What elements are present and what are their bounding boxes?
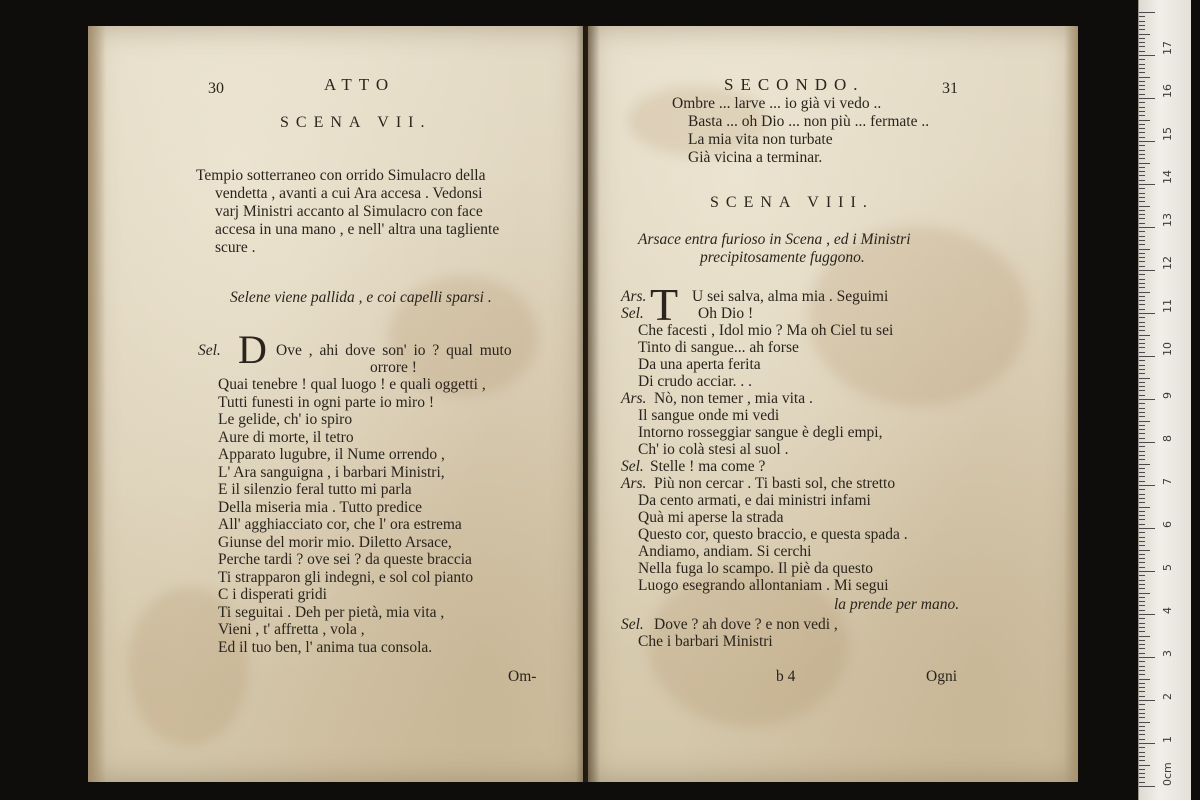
- ruler-tick: [1139, 184, 1155, 185]
- stage-direction: Selene viene pallida , e coi capelli sparsi .: [230, 289, 492, 306]
- scene-description-line: accesa in una mano , e nell' altra una tagliente: [215, 221, 500, 238]
- ruler-tick: [1139, 51, 1145, 52]
- ruler-tick: [1139, 670, 1145, 671]
- ruler-tick: [1139, 132, 1145, 133]
- ruler-tick: [1139, 554, 1145, 555]
- ruler-tick: [1139, 296, 1145, 297]
- ruler-tick: [1139, 468, 1145, 469]
- ruler-tick: [1139, 343, 1145, 344]
- ruler-label: 3: [1161, 650, 1174, 657]
- ruler-tick: [1139, 584, 1145, 585]
- verse-line: Stelle ! ma come ?: [650, 458, 766, 475]
- verse-line: Tinto di sangue... ah forse: [638, 339, 799, 356]
- ruler-tick: [1139, 562, 1145, 563]
- ruler-tick: [1139, 287, 1145, 288]
- ruler-tick: [1139, 274, 1145, 275]
- ruler-tick: [1139, 597, 1145, 598]
- verse-line: Questo cor, questo braccio, e questa spada .: [638, 526, 908, 543]
- ruler-tick: [1139, 249, 1150, 250]
- ruler-label: 0cm: [1161, 762, 1174, 786]
- scene-description-line: vendetta , avanti a cui Ara accesa . Vedonsi: [215, 185, 483, 202]
- ruler-tick: [1139, 726, 1145, 727]
- ruler-tick: [1139, 743, 1155, 744]
- verse-line: L' Ara sanguigna , i barbari Ministri,: [218, 463, 445, 481]
- ruler-tick: [1139, 193, 1145, 194]
- speaker-label: Sel.: [198, 342, 221, 359]
- ruler-tick: [1139, 180, 1145, 181]
- ruler-tick: [1139, 416, 1145, 417]
- verse-line: Da una aperta ferita: [638, 356, 761, 373]
- ruler-tick: [1139, 218, 1145, 219]
- ruler-label: 2: [1161, 693, 1174, 700]
- ruler-tick: [1139, 300, 1145, 301]
- ruler-tick: [1139, 425, 1145, 426]
- verse-line: C i disperati gridi: [218, 586, 327, 603]
- ruler-tick: [1139, 244, 1145, 245]
- ruler-tick: [1139, 16, 1145, 17]
- ruler-tick: [1139, 442, 1155, 443]
- verse-line: Ch' io colà stesi al suol .: [638, 441, 789, 458]
- ruler-tick: [1139, 128, 1145, 129]
- ruler-tick: [1139, 369, 1145, 370]
- ruler-tick: [1139, 339, 1145, 340]
- ruler-tick: [1139, 111, 1145, 112]
- ruler-tick: [1139, 640, 1145, 641]
- ruler-tick: [1139, 765, 1150, 766]
- ruler-tick: [1139, 38, 1145, 39]
- ruler-tick: [1139, 214, 1145, 215]
- verse-line: Apparato lugubre, il Nume orrendo ,: [218, 446, 445, 463]
- verse-line: Nò, non temer , mia vita .: [654, 390, 813, 407]
- verse-line: All' agghiacciato cor, che l' ora estrema: [218, 516, 462, 533]
- ruler-tick: [1139, 365, 1145, 366]
- ruler-tick: [1139, 330, 1145, 331]
- ruler-tick: [1139, 408, 1145, 409]
- ruler-tick: [1139, 352, 1145, 353]
- speaker-label: Ars.: [621, 475, 647, 492]
- ruler-tick: [1139, 72, 1145, 73]
- ruler-tick: [1139, 395, 1145, 396]
- ruler-tick: [1139, 145, 1145, 146]
- ruler-tick: [1139, 558, 1145, 559]
- ruler-tick: [1139, 666, 1145, 667]
- ruler-tick: [1139, 98, 1155, 99]
- verse-line: La mia vita non turbate: [688, 131, 833, 148]
- ruler-tick: [1139, 567, 1145, 568]
- verse-line: Ove , ahi dove son' io ? qual muto: [276, 342, 512, 359]
- ruler-tick: [1139, 304, 1145, 305]
- ruler-tick: [1139, 674, 1145, 675]
- ruler-label: 1: [1161, 736, 1174, 743]
- ruler-tick: [1139, 270, 1155, 271]
- ruler-tick: [1139, 399, 1155, 400]
- ruler-tick: [1139, 46, 1145, 47]
- ruler-tick: [1139, 618, 1145, 619]
- ruler-tick: [1139, 68, 1145, 69]
- ruler-label: 14: [1161, 170, 1174, 184]
- ruler-tick: [1139, 507, 1150, 508]
- ruler-label: 17: [1161, 41, 1174, 55]
- verse-line: Perche tardi ? ove sei ? da queste braccia: [218, 551, 472, 568]
- ruler-tick: [1139, 494, 1145, 495]
- ruler-tick: [1139, 77, 1150, 78]
- verse-line: Di crudo acciar. . .: [638, 373, 753, 390]
- ruler-tick: [1139, 575, 1145, 576]
- ruler-tick: [1139, 266, 1145, 267]
- scene-title: SCENA VII.: [280, 114, 432, 131]
- right-page: [588, 26, 1078, 782]
- ruler-tick: [1139, 12, 1155, 13]
- ruler-tick: [1139, 593, 1150, 594]
- ruler-tick: [1139, 683, 1145, 684]
- ruler-tick: [1139, 42, 1145, 43]
- ruler-tick: [1139, 687, 1145, 688]
- ruler-tick: [1139, 403, 1145, 404]
- ruler-tick: [1139, 167, 1145, 168]
- ruler-tick: [1139, 257, 1145, 258]
- ruler-tick: [1139, 115, 1145, 116]
- ruler-tick: [1139, 528, 1155, 529]
- ruler-tick: [1139, 335, 1150, 336]
- verse-line: Intorno rosseggiar sangue è degli empi,: [638, 424, 883, 441]
- ruler-tick: [1139, 580, 1145, 581]
- ruler-tick: [1139, 691, 1145, 692]
- verse-line: Ti seguitai . Deh per pietà, mia vita ,: [218, 603, 445, 621]
- ruler-tick: [1139, 498, 1145, 499]
- scene-title: SCENA VIII.: [710, 194, 874, 211]
- verse-line: Che i barbari Ministri: [638, 633, 773, 650]
- ruler-tick: [1139, 519, 1145, 520]
- ruler-tick: [1139, 227, 1155, 228]
- page-number: 31: [942, 80, 958, 97]
- running-head: SECONDO.: [724, 75, 865, 94]
- ruler-tick: [1139, 223, 1145, 224]
- ruler-tick: [1139, 455, 1145, 456]
- ruler-tick: [1139, 85, 1145, 86]
- speaker-label: Sel.: [621, 305, 644, 322]
- verse-line: Il sangue onde mi vedi: [638, 407, 780, 424]
- ruler-tick: [1139, 631, 1145, 632]
- ruler-tick: [1139, 653, 1145, 654]
- ruler-tick: [1139, 378, 1150, 379]
- verse-line: E il silenzio feral tutto mi parla: [218, 481, 412, 498]
- ruler-tick: [1139, 231, 1145, 232]
- ruler-tick: [1139, 253, 1145, 254]
- ruler-tick: [1139, 648, 1145, 649]
- ruler-tick: [1139, 433, 1145, 434]
- ruler-tick: [1139, 154, 1145, 155]
- ruler-tick: [1139, 313, 1155, 314]
- verse-line: Andiamo, andiam. Si cerchi: [638, 543, 812, 560]
- stage-direction: precipitosamente fuggono.: [700, 249, 865, 266]
- ruler-tick: [1139, 661, 1145, 662]
- ruler-tick: [1139, 236, 1145, 237]
- ruler-label: 4: [1161, 607, 1174, 614]
- ruler-tick: [1139, 515, 1145, 516]
- ruler-tick: [1139, 107, 1145, 108]
- ruler-tick: [1139, 94, 1145, 95]
- drop-cap: T: [650, 279, 679, 330]
- ruler-tick: [1139, 696, 1145, 697]
- ruler-tick: [1139, 627, 1145, 628]
- ruler-tick: [1139, 739, 1145, 740]
- ruler-tick: [1139, 29, 1145, 30]
- ruler-tick: [1139, 734, 1145, 735]
- verse-line: Vieni , t' affretta , vola ,: [218, 621, 365, 638]
- ruler-tick: [1139, 782, 1145, 783]
- ruler-tick: [1139, 756, 1145, 757]
- drop-cap: D: [238, 327, 267, 372]
- ruler-tick: [1139, 657, 1155, 658]
- ruler-label: 12: [1161, 256, 1174, 270]
- ruler-tick: [1139, 64, 1145, 65]
- verse-line: Ed il tuo ben, l' anima tua consola.: [218, 638, 433, 656]
- ruler-tick: [1139, 459, 1145, 460]
- ruler-label: 6: [1161, 521, 1174, 528]
- verse-line: U sei salva, alma mia . Seguimi: [692, 288, 889, 305]
- ruler-tick: [1139, 511, 1145, 512]
- ruler-tick: [1139, 760, 1145, 761]
- verse-line: Luogo esegrando allontaniam . Mi segui: [638, 577, 889, 594]
- speaker-label: Sel.: [621, 458, 644, 475]
- verse-line: Giunse del morir mio. Diletto Arsace,: [218, 533, 452, 551]
- ruler-tick: [1139, 137, 1145, 138]
- ruler-tick: [1139, 356, 1155, 357]
- verse-line: Quai tenebre ! qual luogo ! e quali oggetti ,: [218, 376, 486, 393]
- ruler-tick: [1139, 382, 1145, 383]
- ruler-tick: [1139, 524, 1145, 525]
- signature-mark: b 4: [776, 668, 796, 685]
- ruler-label: 11: [1161, 299, 1174, 313]
- ruler-tick: [1139, 610, 1145, 611]
- ruler-tick: [1139, 700, 1155, 701]
- ruler-tick: [1139, 476, 1145, 477]
- ruler-tick: [1139, 347, 1145, 348]
- speaker-label: Ars.: [621, 288, 647, 305]
- ruler-tick: [1139, 713, 1145, 714]
- ruler-tick: [1139, 636, 1150, 637]
- ruler-tick: [1139, 709, 1145, 710]
- ruler-tick: [1139, 747, 1145, 748]
- ruler-tick: [1139, 89, 1145, 90]
- ruler-tick: [1139, 601, 1145, 602]
- ruler-tick: [1139, 588, 1145, 589]
- ruler-tick: [1139, 279, 1145, 280]
- verse-line: Della miseria mia . Tutto predice: [218, 498, 423, 516]
- ruler-tick: [1139, 464, 1150, 465]
- verse-line: Già vicina a terminar.: [688, 149, 823, 166]
- ruler-tick: [1139, 451, 1145, 452]
- ruler-tick: [1139, 412, 1145, 413]
- ruler-tick: [1139, 550, 1150, 551]
- ruler-tick: [1139, 360, 1145, 361]
- ruler-label: 5: [1161, 564, 1174, 571]
- scene-description-line: varj Ministri accanto al Simulacro con face: [215, 203, 483, 220]
- ruler-tick: [1139, 21, 1145, 22]
- verse-line: Basta ... oh Dio ... non più ... fermate ..: [688, 113, 930, 130]
- ruler-tick: [1139, 614, 1155, 615]
- ruler-tick: [1139, 240, 1145, 241]
- ruler-tick: [1139, 175, 1145, 176]
- scene-description-line: Tempio sotterraneo con orrido Simulacro della: [196, 167, 486, 184]
- ruler-tick: [1139, 309, 1145, 310]
- ruler-tick: [1139, 373, 1145, 374]
- verse-line: Tutti funesti in ogni parte io miro !: [218, 393, 434, 411]
- ruler-tick: [1139, 326, 1145, 327]
- verse-line: Ti strapparon gli indegni, e sol col pianto: [218, 568, 474, 586]
- ruler-tick: [1139, 59, 1145, 60]
- catchword: Ogni: [926, 668, 957, 685]
- ruler-tick: [1139, 644, 1145, 645]
- ruler-tick: [1139, 777, 1145, 778]
- verse-line: Aure di morte, il tetro: [218, 428, 354, 446]
- verse-line: Nella fuga lo scampo. Il piè da questo: [638, 560, 874, 577]
- ruler-label: 8: [1161, 435, 1174, 442]
- ruler-tick: [1139, 545, 1145, 546]
- speaker-label: Ars.: [621, 390, 647, 407]
- ruler-tick: [1139, 197, 1145, 198]
- ruler-tick: [1139, 102, 1145, 103]
- ruler-label: 7: [1161, 478, 1174, 485]
- measuring-ruler: [1138, 0, 1191, 800]
- verse-line: Dove ? ah dove ? e non vedi ,: [654, 616, 838, 633]
- verse-line: Le gelide, ch' io spiro: [218, 411, 353, 428]
- ruler-tick: [1139, 537, 1145, 538]
- ruler-tick: [1139, 188, 1145, 189]
- ruler-tick: [1139, 206, 1150, 207]
- verse-line: Che facesti , Idol mio ? Ma oh Ciel tu sei: [638, 322, 894, 339]
- ruler-tick: [1139, 25, 1145, 26]
- ruler-tick: [1139, 541, 1145, 542]
- ruler-label: 15: [1161, 127, 1174, 141]
- verse-line: Oh Dio !: [698, 305, 754, 322]
- ruler-tick: [1139, 317, 1145, 318]
- ruler-tick: [1139, 623, 1145, 624]
- ruler-tick: [1139, 150, 1145, 151]
- ruler-tick: [1139, 292, 1150, 293]
- ruler-tick: [1139, 679, 1150, 680]
- ruler-tick: [1139, 481, 1145, 482]
- ruler-tick: [1139, 141, 1155, 142]
- ruler-label: 13: [1161, 213, 1174, 227]
- ruler-tick: [1139, 773, 1145, 774]
- ruler-tick: [1139, 429, 1145, 430]
- ruler-tick: [1139, 390, 1145, 391]
- open-book: [88, 26, 1088, 782]
- ruler-tick: [1139, 438, 1145, 439]
- ruler-tick: [1139, 489, 1145, 490]
- ruler-tick: [1139, 571, 1155, 572]
- left-page: [88, 26, 583, 782]
- verse-line: Più non cercar . Ti basti sol, che stretto: [654, 475, 896, 492]
- ruler-label: 9: [1161, 392, 1174, 399]
- verse-line: Ombre ... larve ... io già vi vedo ..: [672, 95, 882, 112]
- verse-line: Da cento armati, e dai ministri infami: [638, 492, 871, 509]
- stage-direction: Arsace entra furioso in Scena , ed i Ministri: [638, 231, 911, 248]
- ruler-tick: [1139, 421, 1150, 422]
- ruler-label: 10: [1161, 342, 1174, 356]
- ruler-tick: [1139, 261, 1145, 262]
- ruler-tick: [1139, 283, 1145, 284]
- ruler-tick: [1139, 717, 1145, 718]
- book-gutter: [576, 26, 600, 782]
- ruler-tick: [1139, 485, 1155, 486]
- ruler-tick: [1139, 769, 1145, 770]
- ruler-tick: [1139, 81, 1145, 82]
- ruler-tick: [1139, 124, 1145, 125]
- ruler-label: 16: [1161, 84, 1174, 98]
- ruler-tick: [1139, 532, 1145, 533]
- speaker-label: Sel.: [621, 616, 644, 633]
- ruler-tick: [1139, 34, 1150, 35]
- ruler-tick: [1139, 163, 1150, 164]
- ruler-tick: [1139, 722, 1150, 723]
- ruler-tick: [1139, 120, 1150, 121]
- ruler-tick: [1139, 322, 1145, 323]
- ruler-tick: [1139, 605, 1145, 606]
- ruler-tick: [1139, 704, 1145, 705]
- ruler-tick: [1139, 446, 1145, 447]
- catchword: Om-: [508, 668, 537, 685]
- stage-aside: la prende per mano.: [834, 596, 960, 613]
- running-head: ATTO: [324, 75, 396, 94]
- ruler-tick: [1139, 386, 1145, 387]
- ruler-tick: [1139, 472, 1145, 473]
- ruler-tick: [1139, 730, 1145, 731]
- ruler-tick: [1139, 158, 1145, 159]
- verse-line: Quà mi aperse la strada: [638, 509, 784, 526]
- scene-description-line: scure .: [215, 239, 256, 256]
- ruler-tick: [1139, 201, 1145, 202]
- ruler-tick: [1139, 786, 1155, 787]
- ruler-tick: [1139, 171, 1145, 172]
- page-number: 30: [208, 80, 224, 97]
- ruler-tick: [1139, 210, 1145, 211]
- ruler-tick: [1139, 55, 1155, 56]
- ruler-tick: [1139, 502, 1145, 503]
- verse-line: orrore !: [370, 359, 417, 376]
- ruler-tick: [1139, 752, 1145, 753]
